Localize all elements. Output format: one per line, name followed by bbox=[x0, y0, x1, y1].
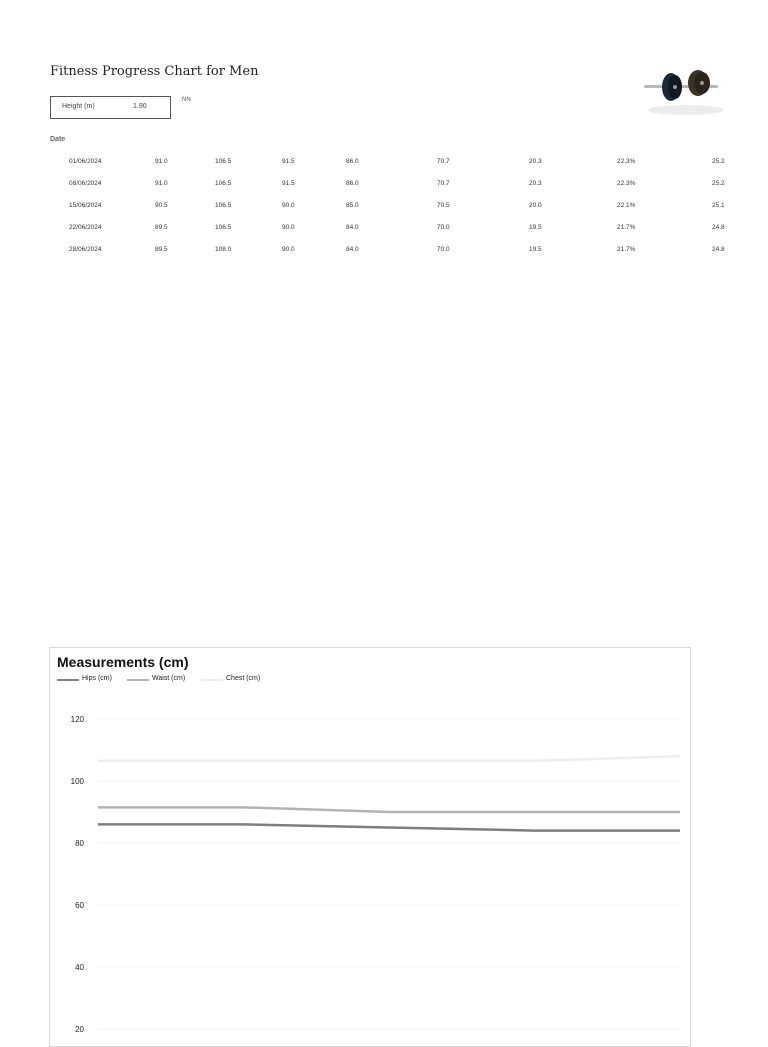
table-cell: 86.0 bbox=[346, 180, 359, 187]
table-cell: 21.7% bbox=[617, 224, 636, 231]
table-cell: 01/06/2024 bbox=[69, 158, 102, 165]
table-cell: 21.7% bbox=[617, 246, 636, 253]
table-cell: 25.2 bbox=[712, 158, 725, 165]
chart-plot-area bbox=[50, 648, 690, 1046]
height-input-box[interactable] bbox=[50, 96, 171, 119]
table-cell: 24.8 bbox=[712, 246, 725, 253]
table-cell: 22/06/2024 bbox=[69, 224, 102, 231]
legend-label: Waist (cm) bbox=[152, 675, 186, 682]
table-cell: 86.0 bbox=[346, 158, 359, 165]
chart-title: Measurements (cm) bbox=[57, 654, 189, 670]
table-cell: 70.0 bbox=[437, 246, 450, 253]
table-cell: 89.5 bbox=[155, 224, 168, 231]
table-cell: 22.3% bbox=[617, 158, 636, 165]
table-cell: 106.5 bbox=[215, 158, 232, 165]
table-cell: 20.0 bbox=[529, 202, 542, 209]
table-cell: 22.3% bbox=[617, 180, 636, 187]
page-title: Fitness Progress Chart for Men bbox=[50, 64, 259, 79]
table-cell: 85.0 bbox=[346, 202, 359, 209]
table-row bbox=[0, 174, 768, 196]
table-cell: 28/06/2024 bbox=[69, 246, 102, 253]
measurements-chart bbox=[49, 647, 691, 1047]
series-line bbox=[98, 756, 680, 761]
y-tick-label: 40 bbox=[75, 963, 84, 972]
table-cell: 20.3 bbox=[529, 158, 542, 165]
table-cell: 70.7 bbox=[437, 158, 450, 165]
table-cell: 106.5 bbox=[215, 202, 232, 209]
table-cell: 106.5 bbox=[215, 224, 232, 231]
dumbbell-icon bbox=[638, 60, 728, 118]
table-cell: 91.0 bbox=[155, 180, 168, 187]
y-tick-label: 60 bbox=[75, 901, 84, 910]
table-cell: 91.5 bbox=[282, 158, 295, 165]
table-cell: 19.5 bbox=[529, 246, 542, 253]
table-cell: 19.5 bbox=[529, 224, 542, 231]
table-row bbox=[0, 196, 768, 218]
table-cell: 22.1% bbox=[617, 202, 636, 209]
table-cell: 25.2 bbox=[712, 180, 725, 187]
table-cell: 91.5 bbox=[282, 180, 295, 187]
height-label: Height (m) bbox=[62, 103, 95, 110]
table-row bbox=[0, 218, 768, 240]
table-cell: 90.0 bbox=[282, 202, 295, 209]
y-tick-label: 80 bbox=[75, 839, 84, 848]
note-label: NN bbox=[182, 97, 191, 103]
table-cell: 106.5 bbox=[215, 180, 232, 187]
table-cell: 90.0 bbox=[282, 246, 295, 253]
height-value[interactable]: 1.90 bbox=[133, 103, 147, 110]
table-cell: 70.7 bbox=[437, 180, 450, 187]
legend-label: Hips (cm) bbox=[82, 675, 112, 682]
table-cell: 20.3 bbox=[529, 180, 542, 187]
date-column-header: Date bbox=[50, 136, 66, 143]
table-cell: 15/06/2024 bbox=[69, 202, 102, 209]
table-cell: 70.5 bbox=[437, 202, 450, 209]
table-cell: 84.0 bbox=[346, 224, 359, 231]
series-line bbox=[98, 824, 680, 830]
y-tick-label: 100 bbox=[70, 777, 84, 786]
table-cell: 89.5 bbox=[155, 246, 168, 253]
table-cell: 91.0 bbox=[155, 158, 168, 165]
progress-table bbox=[0, 152, 768, 262]
legend-label: Chest (cm) bbox=[226, 675, 261, 682]
table-cell: 70.0 bbox=[437, 224, 450, 231]
table-cell: 24.8 bbox=[712, 224, 725, 231]
table-cell: 08/06/2024 bbox=[69, 180, 102, 187]
table-cell: 25.1 bbox=[712, 202, 725, 209]
y-tick-label: 20 bbox=[75, 1025, 84, 1034]
y-tick-label: 120 bbox=[70, 715, 84, 724]
series-line bbox=[98, 807, 680, 812]
table-row bbox=[0, 152, 768, 174]
table-cell: 84.0 bbox=[346, 246, 359, 253]
table-cell: 90.0 bbox=[282, 224, 295, 231]
table-row bbox=[0, 240, 768, 262]
table-cell: 90.5 bbox=[155, 202, 168, 209]
table-cell: 108.0 bbox=[215, 246, 232, 253]
